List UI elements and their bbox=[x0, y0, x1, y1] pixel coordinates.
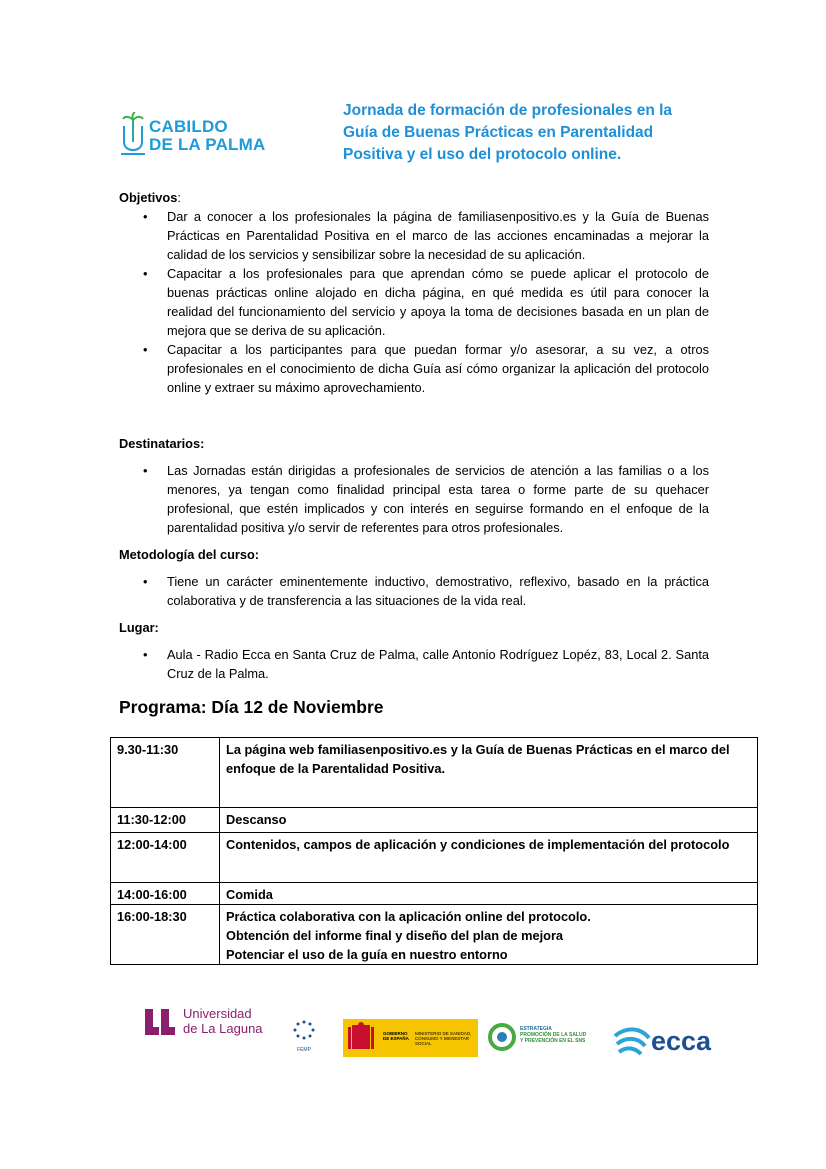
cabildo-logo bbox=[119, 112, 289, 158]
document-body bbox=[119, 188, 709, 683]
programa-table bbox=[110, 737, 758, 965]
estrategia-line1: ESTRATEGIA bbox=[520, 1026, 552, 1032]
activity-line: Contenidos, campos de aplicación y condiciones de implementación del protocolo bbox=[226, 837, 730, 852]
title-line: Guía de Buenas Prácticas en Parentalidad bbox=[343, 124, 654, 141]
time-cell: 9.30-11:30 bbox=[111, 738, 220, 808]
objetivos-list bbox=[119, 207, 709, 397]
ecca-text: ecca bbox=[651, 1026, 712, 1056]
list-item: • Tiene un carácter eminentemente inductivo, demostrativo, reflexivo, basado en la práctica colaborativa y de transferencia a las situaciones de la vida real. bbox=[119, 572, 709, 610]
ull-logo bbox=[143, 1006, 263, 1038]
list-item: • Dar a conocer a los profesionales la página de familiasenpositivo.es y la Guía de Buenas Prácticas en Parentalidad Positiva en el marco de las acciones encaminadas a mejorar la calidad de los servicios y sensibilizar sobre la necesidad de su aplicación. bbox=[119, 207, 709, 264]
title-line: Jornada de formación de profesionales en la bbox=[343, 102, 673, 119]
programa-heading: Programa: Día 12 de Noviembre bbox=[119, 697, 384, 717]
title-line: Positiva y el uso del protocolo online. bbox=[343, 146, 622, 163]
lugar-list bbox=[119, 645, 709, 683]
health-strategy-icon bbox=[488, 1023, 516, 1051]
list-item: • Capacitar a los profesionales para que aprendan cómo se puede aplicar el protocolo de buenas prácticas online alojado en dicha página, en qué medida es útil para conocer la realidad del funcionamiento del servicio y apoya la toma de decisiones basada en un plan de mejora que se deriva de su aplicación. bbox=[119, 264, 709, 340]
table-row bbox=[111, 905, 758, 965]
coat-of-arms-icon bbox=[346, 1021, 376, 1055]
activity-line: La página web familiasenpositivo.es y la Guía de Buenas Prácticas en el marco del enfoque de la Parentalidad Positiva. bbox=[226, 742, 730, 776]
list-item: • Las Jornadas están dirigidas a profesionales de servicios de atención a las familias o a los menores, ya tengan como finalidad principal esta tarea o forme parte de su quehacer profesional, que estén implicados y con interés en seguirse formando en el enfoque de la parentalidad positiva y/o servir de referentes para otros profesionales. bbox=[119, 461, 709, 537]
ecca-logo bbox=[613, 1024, 712, 1058]
objetivos-heading: Objetivos: bbox=[119, 190, 181, 205]
metodologia-list bbox=[119, 572, 709, 610]
activity-cell bbox=[220, 833, 758, 883]
cabildo-logo-line2: DE LA PALMA bbox=[149, 135, 266, 154]
ull-mark-icon bbox=[143, 1009, 177, 1035]
activity-cell bbox=[220, 808, 758, 833]
estrategia-logo bbox=[488, 1020, 598, 1054]
time-cell: 11:30-12:00 bbox=[111, 808, 220, 833]
activity-line: Comida bbox=[226, 887, 273, 902]
gobierno-text: GOBIERNO DE ESPAÑA bbox=[383, 1031, 409, 1041]
gobierno-logo bbox=[343, 1019, 478, 1057]
lugar-heading: Lugar: bbox=[119, 620, 159, 635]
signal-waves-icon bbox=[613, 1026, 651, 1056]
activity-line: Práctica colaborativa con la aplicación online del protocolo. bbox=[226, 909, 591, 924]
time-cell: 16:00-18:30 bbox=[111, 905, 220, 965]
time-cell: 14:00-16:00 bbox=[111, 883, 220, 905]
list-item: • Aula - Radio Ecca en Santa Cruz de Palma, calle Antonio Rodríguez Lopéz, 83, Local 2. Santa Cruz de la Palma. bbox=[119, 645, 709, 683]
table-row bbox=[111, 808, 758, 833]
activity-cell bbox=[220, 883, 758, 905]
list-item: • Capacitar a los participantes para que puedan formar y/o asesorar, a su vez, a otros profesionales en el conocimiento de dicha Guía así cómo organizar la aplicación del protocolo online y extraer su máximo aprovechamiento. bbox=[119, 340, 709, 397]
activity-line: Potenciar el uso de la guía en nuestro entorno bbox=[226, 947, 508, 962]
activity-line: Descanso bbox=[226, 812, 287, 827]
ministerio-text: MINISTERIO DE SANIDAD, CONSUMO Y BIENESTAR SOCIAL bbox=[415, 1031, 472, 1046]
time-cell: 12:00-14:00 bbox=[111, 833, 220, 883]
metodologia-heading: Metodología del curso: bbox=[119, 547, 260, 562]
table-row bbox=[111, 738, 758, 808]
femp-text: FEMP bbox=[297, 1047, 311, 1053]
ull-line2: de La Laguna bbox=[183, 1021, 263, 1036]
objetivos-heading-text: Objetivos bbox=[119, 190, 178, 205]
cabildo-logo-line1: CABILDO bbox=[149, 117, 228, 136]
activity-cell bbox=[220, 905, 758, 965]
estrategia-line3: Y PREVENCIÓN EN EL SNS bbox=[520, 1038, 586, 1044]
destinatarios-list bbox=[119, 461, 709, 537]
table-row bbox=[111, 833, 758, 883]
activity-line: Obtención del informe final y diseño del plan de mejora bbox=[226, 928, 564, 943]
palm-tree-icon bbox=[119, 112, 147, 156]
ull-line1: Universidad bbox=[183, 1006, 252, 1021]
femp-logo bbox=[284, 1020, 324, 1056]
eu-stars-icon bbox=[289, 1020, 319, 1042]
table-row bbox=[111, 883, 758, 905]
document-title bbox=[343, 100, 705, 166]
estrategia-line2: PROMOCIÓN DE LA SALUD bbox=[520, 1032, 587, 1038]
destinatarios-heading: Destinatarios: bbox=[119, 436, 205, 451]
activity-cell bbox=[220, 738, 758, 808]
